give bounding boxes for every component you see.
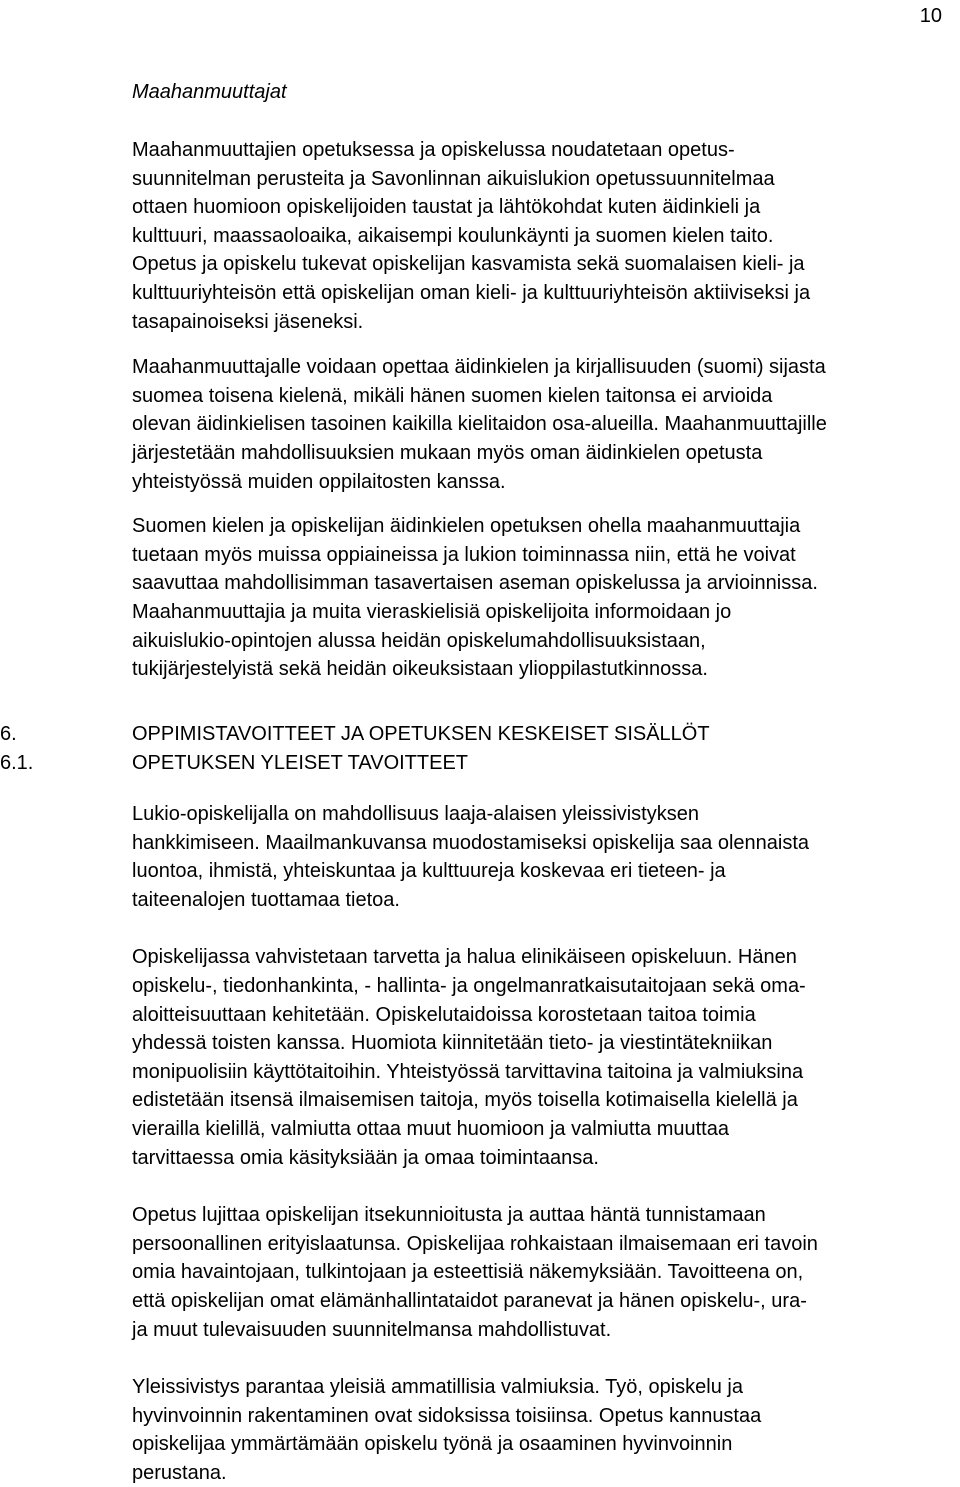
text-line: yhdessä toisten kanssa. Huomiota kiinnitetään tieto- ja viestintätekniikan xyxy=(132,1032,773,1055)
text-line: Yleissivistys parantaa yleisiä ammatillisia valmiuksia. Työ, opiskelu ja xyxy=(132,1376,743,1399)
text-line: vierailla kielillä, valmiutta ottaa muut huomioon ja valmiutta muuttaa xyxy=(132,1117,729,1140)
text-line: persoonallinen erityislaatunsa. Opiskelijaa rohkaistaan ilmaisemaan eri tavoin xyxy=(132,1232,818,1255)
text-line: Opiskelijassa vahvistetaan tarvetta ja halua elinikäiseen opiskeluun. Hänen xyxy=(132,946,797,969)
text-line: aikuislukio-opintojen alussa heidän opiskelumahdollisuuksistaan, xyxy=(132,629,706,652)
page-number: 10 xyxy=(919,5,942,27)
paragraph xyxy=(132,353,948,496)
chapter-headings xyxy=(0,720,960,778)
text-line: Maahanmuuttajalle voidaan opettaa äidinkielen ja kirjallisuuden (suomi) sijasta xyxy=(132,356,826,379)
heading-text: OPETUKSEN YLEISET TAVOITTEET xyxy=(132,752,469,774)
text-line: yhteistyössä muiden oppilaitosten kanssa. xyxy=(132,470,506,493)
heading-number: 6. xyxy=(0,723,17,745)
text-line: Opetus ja opiskelu tukevat opiskelijan kasvamista sekä suomalaisen kieli- ja xyxy=(132,253,805,276)
paragraph xyxy=(132,1201,948,1344)
text-line: hyvinvoinnin rakentaminen ovat sidoksissa toisiinsa. Opetus kannustaa xyxy=(132,1404,762,1427)
text-line: tasapainoiseksi jäseneksi. xyxy=(132,310,364,333)
text-line: suunnitelman perusteita ja Savonlinnan aikuislukion opetussuunnitelmaa xyxy=(132,167,775,190)
lower-content xyxy=(132,800,948,1487)
chapter-heading xyxy=(0,720,960,749)
text-line: saavuttaa mahdollisimman tasavertaisen aseman opiskelussa ja arvioinnissa. xyxy=(132,572,818,595)
text-line: ja muut tulevaisuuden suunnitelmansa mahdollistuvat. xyxy=(132,1318,612,1341)
section-title: Maahanmuuttajat xyxy=(132,81,287,103)
text-line: järjestetään mahdollisuuksien mukaan myös oman äidinkielen opetusta xyxy=(132,441,763,464)
text-line: aloitteisuuttaan kehitetään. Opiskelutaidoissa korostetaan taitoa toimia xyxy=(132,1003,756,1026)
paragraph xyxy=(132,1373,948,1487)
text-line: tarvittaessa omia käsityksiään ja omaa toimintaansa. xyxy=(132,1146,599,1169)
paragraph xyxy=(132,512,948,684)
text-line: tuetaan myös muissa oppiaineissa ja lukion toiminnassa niin, että he voivat xyxy=(132,543,796,566)
text-line: perustana. xyxy=(132,1461,227,1484)
text-line: kulttuuri, maassaoloaika, aikaisempi koulunkäynti ja suomen kielen taito. xyxy=(132,224,774,247)
text-line: kulttuuriyhteisön että opiskelijan oman kieli- ja kulttuuriyhteisön aktiiviseksi ja xyxy=(132,281,811,304)
text-line: opiskelijaa ymmärtämään opiskelu työnä ja osaaminen hyvinvoinnin xyxy=(132,1433,733,1456)
text-line: monipuolisiin käyttötaitoihin. Yhteistyössä tarvittavina taitoina ja valmiuksina xyxy=(132,1060,804,1083)
text-line: ottaen huomioon opiskelijoiden taustat ja lähtökohdat kuten äidinkieli ja xyxy=(132,196,761,219)
paragraph xyxy=(132,943,948,1172)
subchapter-heading xyxy=(0,749,960,778)
text-line: hankkimiseen. Maailmankuvansa muodostamiseksi opiskelija saa olennaista xyxy=(132,831,810,854)
text-line: Maahanmuuttajien opetuksessa ja opiskelussa noudatetaan opetus- xyxy=(132,139,735,161)
text-line: Opetus lujittaa opiskelijan itsekunnioitusta ja auttaa häntä tunnistamaan xyxy=(132,1204,766,1227)
text-line: taiteenalojen tuottamaa tietoa. xyxy=(132,888,400,911)
heading-text: OPPIMISTAVOITTEET JA OPETUKSEN KESKEISET SISÄLLÖT xyxy=(132,723,710,745)
paragraph xyxy=(132,800,948,914)
text-line: Maahanmuuttajia ja muita vieraskielisiä opiskelijoita informoidaan jo xyxy=(132,600,732,623)
text-line: omia havaintojaan, tulkintojaan ja esteettisiä näkemyksiään. Tavoitteena on, xyxy=(132,1261,804,1284)
paragraph xyxy=(132,136,948,336)
text-line: että opiskelijan omat elämänhallintataidot paranevat ja hänen opiskelu-, ura- xyxy=(132,1289,807,1312)
text-line: Lukio-opiskelijalla on mahdollisuus laaja-alaisen yleissivistyksen xyxy=(132,803,699,825)
text-line: opiskelu-, tiedonhankinta, - hallinta- ja ongelmanratkaisutaitojaan sekä oma- xyxy=(132,974,806,997)
text-line: luontoa, ihmistä, yhteiskuntaa ja kulttuureja koskevaa eri tieteen- ja xyxy=(132,860,726,883)
text-line: suomea toisena kielenä, mikäli hänen suomen kielen taitonsa ei arvioida xyxy=(132,384,773,407)
text-line: tukijärjestelyistä sekä heidän oikeuksistaan ylioppilastutkinnossa. xyxy=(132,658,708,681)
upper-content xyxy=(132,78,948,684)
text-line: Suomen kielen ja opiskelijan äidinkielen opetuksen ohella maahanmuuttajia xyxy=(132,515,801,538)
heading-number: 6.1. xyxy=(0,752,34,774)
text-line: olevan äidinkielisen tasoinen kaikilla kielitaidon osa-alueilla. Maahanmuuttajille xyxy=(132,413,827,436)
text-line: edistetään itsensä ilmaisemisen taitoja, myös toisella kotimaisella kielellä ja xyxy=(132,1089,798,1112)
